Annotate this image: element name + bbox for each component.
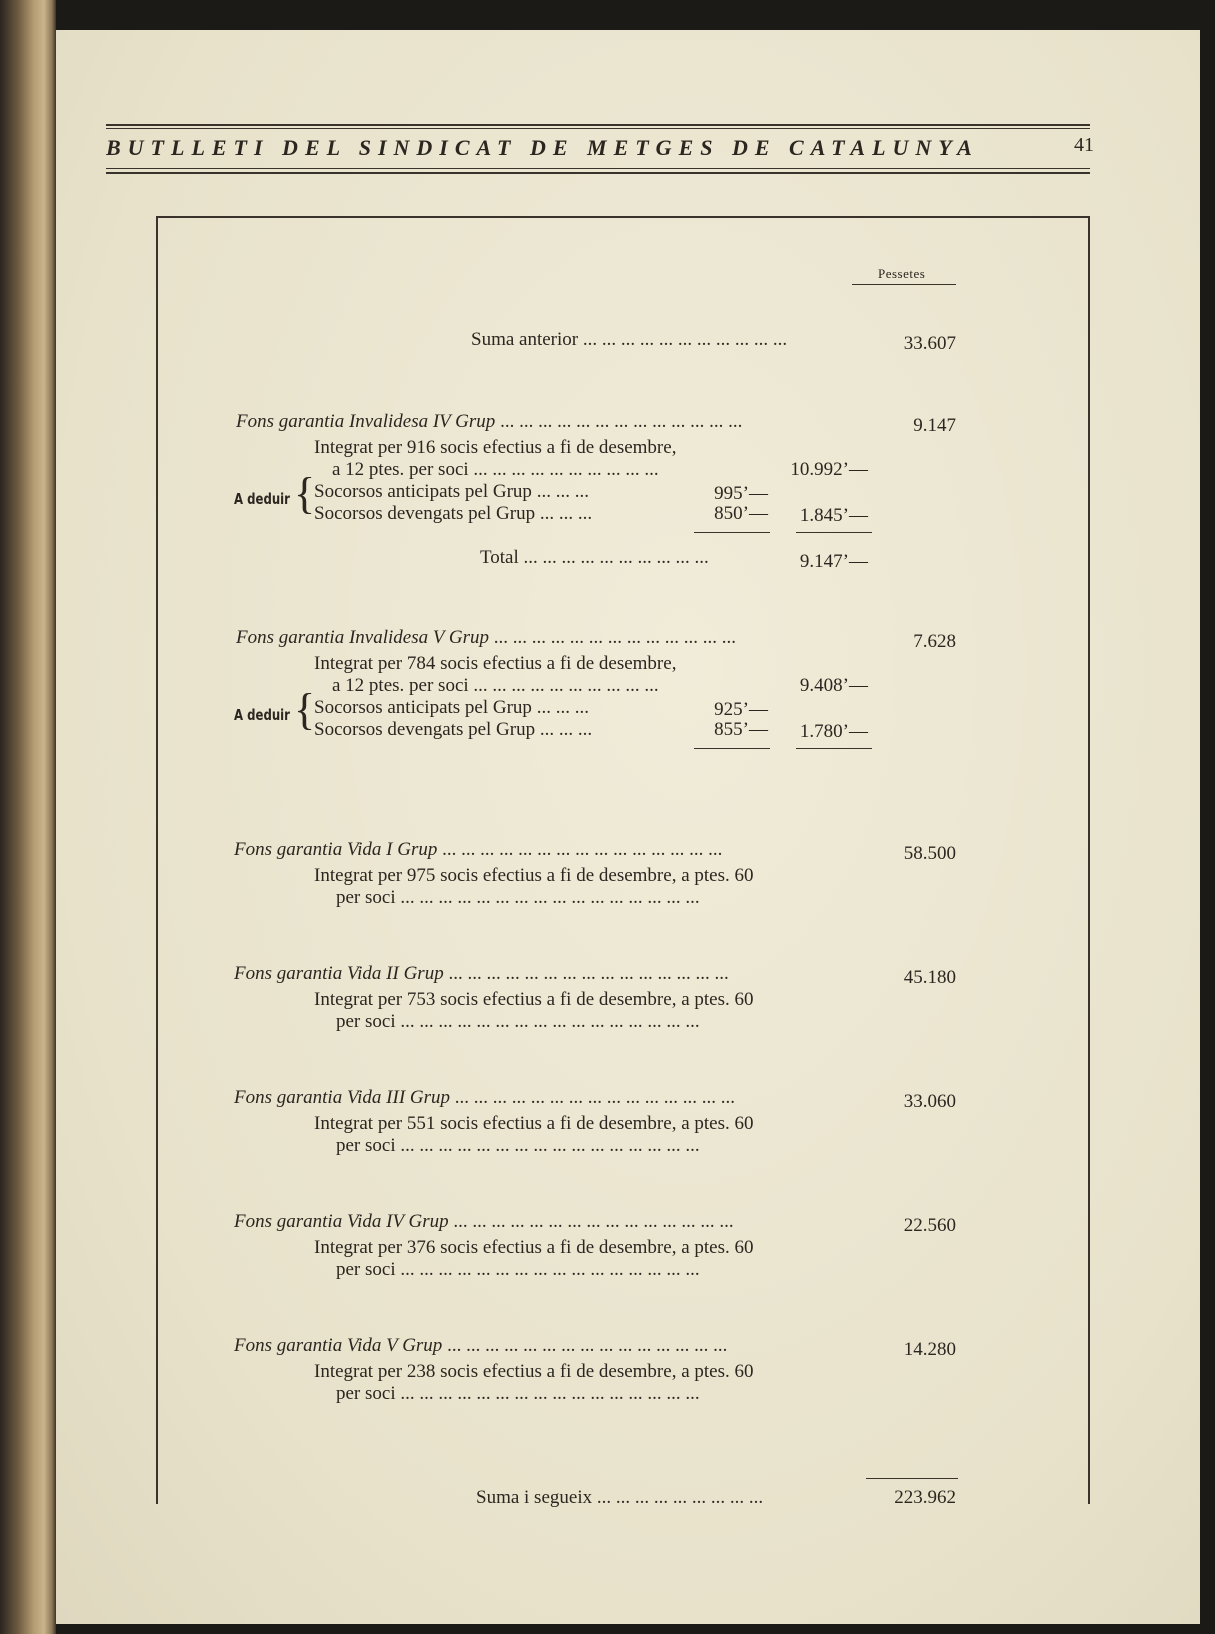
vida-v-line2: per soci ... ... ... ... ... ... ... ... ... ... ... ... ... ... ... ... — [336, 1383, 700, 1404]
invalidesa-v-line2: a 12 ptes. per soci ... ... ... ... ... ... ... ... ... ... — [332, 675, 659, 696]
fons-invalidesa-iv-title: Fons garantia Invalidesa IV Grup ... ... ... ... ... ... ... ... ... ... ... ... ... — [236, 411, 743, 432]
invalidesa-iv-line1: Integrat per 916 socis efectius a fi de desembre, — [314, 437, 677, 458]
vida-iv-line2: per soci ... ... ... ... ... ... ... ... ... ... ... ... ... ... ... ... — [336, 1259, 700, 1280]
page-number: 41 — [1074, 134, 1094, 156]
fons-vida-v-title: Fons garantia Vida V Grup ... ... ... ... ... ... ... ... ... ... ... ... ... ... ... — [234, 1335, 728, 1356]
fons-vida-i-amount: 58.500 — [903, 843, 956, 864]
vida-iii-line1: Integrat per 551 socis efectius a fi de desembre, a ptes. 60 — [314, 1113, 754, 1134]
journal-title: BUTLLETI DEL SINDICAT DE METGES DE CATALUNYA — [106, 135, 979, 160]
suma-segueix-label: Suma i segueix ... ... ... ... ... ... ... ... ... — [476, 1487, 764, 1508]
fons-vida-iii-title: Fons garantia Vida III Grup ... ... ... ... ... ... ... ... ... ... ... ... ... ... ... — [234, 1087, 736, 1108]
invalidesa-v-line2-amount: 9.408’— — [799, 675, 868, 696]
invalidesa-v-item1-amount: 925’— — [714, 699, 768, 720]
column-header-pessetes: Pessetes — [878, 266, 926, 281]
invalidesa-iv-line2: a 12 ptes. per soci ... ... ... ... ... ... ... ... ... ... — [332, 459, 659, 480]
header-rule-bottom-thin — [106, 168, 1090, 169]
document-page — [56, 30, 1200, 1624]
fons-vida-v-amount: 14.280 — [903, 1339, 956, 1360]
invalidesa-iv-total-rule — [796, 532, 872, 533]
vida-v-line1: Integrat per 238 socis efectius a fi de desembre, a ptes. 60 — [314, 1361, 754, 1382]
invalidesa-iv-deduir-label: A deduir — [234, 490, 290, 508]
invalidesa-v-subtotal-rule — [694, 748, 770, 749]
fons-vida-iv-amount: 22.560 — [903, 1215, 956, 1236]
header-rule-top-thin — [106, 128, 1090, 129]
fons-vida-iii-amount: 33.060 — [903, 1091, 956, 1112]
fons-vida-iv-title: Fons garantia Vida IV Grup ... ... ... ... ... ... ... ... ... ... ... ... ... ... ... — [234, 1211, 734, 1232]
invalidesa-iv-subtotal-rule — [694, 532, 770, 533]
fons-invalidesa-iv-amount: 9.147 — [913, 415, 956, 436]
suma-anterior-amount: 33.607 — [903, 333, 956, 354]
vida-ii-line2: per soci ... ... ... ... ... ... ... ... ... ... ... ... ... ... ... ... — [336, 1011, 700, 1032]
invalidesa-iv-total-label: Total ... ... ... ... ... ... ... ... ... ... — [480, 547, 709, 568]
invalidesa-v-brace: { — [294, 685, 316, 734]
vida-iv-line1: Integrat per 376 socis efectius a fi de desembre, a ptes. 60 — [314, 1237, 754, 1258]
invalidesa-iv-line2-amount: 10.992’— — [790, 459, 868, 480]
invalidesa-v-deduir-label: A deduir — [234, 706, 290, 724]
vida-iii-line2: per soci ... ... ... ... ... ... ... ... ... ... ... ... ... ... ... ... — [336, 1135, 700, 1156]
invalidesa-iv-total-amount: 9.147’— — [799, 551, 868, 572]
fons-vida-ii-amount: 45.180 — [903, 967, 956, 988]
invalidesa-iv-item1-amount: 995’— — [714, 483, 768, 504]
header-rule-bottom — [106, 172, 1090, 174]
invalidesa-v-item2-amount: 855’— — [714, 719, 768, 740]
vida-ii-line1: Integrat per 753 socis efectius a fi de desembre, a ptes. 60 — [314, 989, 754, 1010]
book-binding — [0, 0, 56, 1634]
fons-invalidesa-v-amount: 7.628 — [913, 631, 956, 652]
fons-vida-ii-title: Fons garantia Vida II Grup ... ... ... ... ... ... ... ... ... ... ... ... ... ... ... — [234, 963, 729, 984]
fons-vida-i-title: Fons garantia Vida I Grup ... ... ... ... ... ... ... ... ... ... ... ... ... ... ... — [234, 839, 723, 860]
suma-segueix-amount: 223.962 — [894, 1487, 956, 1508]
invalidesa-v-deduct-total: 1.780’— — [799, 721, 868, 742]
suma-segueix-rule — [866, 1478, 958, 1479]
invalidesa-iv-item2-amount: 850’— — [714, 503, 768, 524]
vida-i-line1: Integrat per 975 socis efectius a fi de desembre, a ptes. 60 — [314, 865, 754, 886]
invalidesa-v-item1: Socorsos anticipats pel Grup ... ... ... — [314, 697, 589, 718]
column-header-rule — [852, 284, 956, 285]
invalidesa-iv-item1: Socorsos anticipats pel Grup ... ... ... — [314, 481, 589, 502]
invalidesa-v-item2: Socorsos devengats pel Grup ... ... ... — [314, 719, 593, 740]
invalidesa-iv-brace: { — [294, 469, 316, 518]
invalidesa-iv-deduct-total: 1.845’— — [799, 505, 868, 526]
header-rule-top — [106, 124, 1090, 126]
account-table — [156, 216, 1090, 1508]
suma-anterior-label: Suma anterior ... ... ... ... ... ... ... ... ... ... ... — [471, 329, 788, 350]
invalidesa-v-line1: Integrat per 784 socis efectius a fi de desembre, — [314, 653, 677, 674]
vida-i-line2: per soci ... ... ... ... ... ... ... ... ... ... ... ... ... ... ... ... — [336, 887, 700, 908]
invalidesa-iv-item2: Socorsos devengats pel Grup ... ... ... — [314, 503, 593, 524]
invalidesa-v-total-rule — [796, 748, 872, 749]
fons-invalidesa-v-title: Fons garantia Invalidesa V Grup ... ... ... ... ... ... ... ... ... ... ... ... ... — [236, 627, 736, 648]
